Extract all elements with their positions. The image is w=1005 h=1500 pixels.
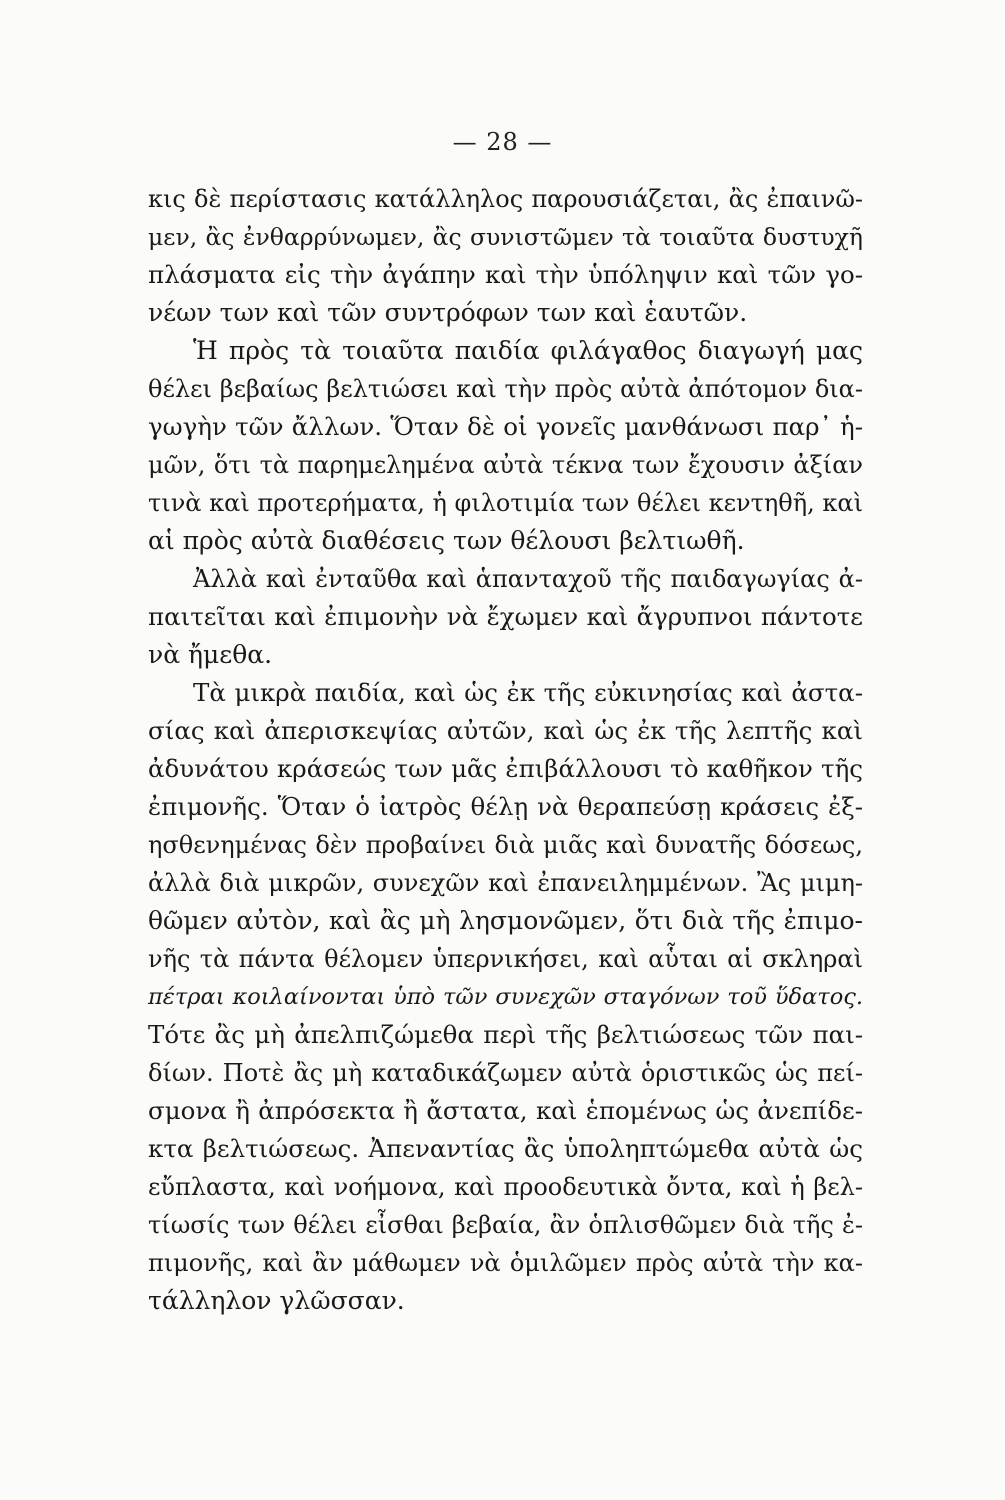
text-line: νὰ ἤμεθα. [148,640,273,669]
text-line: παιτεῖται καὶ ἐπιμονὴν νὰ ἔχωμεν καὶ ἄγρυπνοι πάντοτε [148,602,863,631]
text-line: τίωσίς των θέλει εἶσθαι βεβαία, ἂν ὁπλισθῶμεν διὰ τῆς ἐ- [148,1211,863,1239]
text-line: σμονα ἢ ἀπρόσεκτα ἢ ἄστατα, καὶ ἑπομένως ὡς ἀνεπίδε- [148,1096,863,1125]
text-line: τάλληλον γλῶσσαν. [148,1286,405,1315]
text-line: πλάσματα εἰς τὴν ἀγάπην καὶ τὴν ὑπόληψιν καὶ τῶν γο- [148,260,863,289]
text-line: μεν, ἂς ἐνθαρρύνωμεν, ἂς συνιστῶμεν τὰ τοιαῦτα δυστυχῆ [148,223,863,251]
text-line: ἀδυνάτου κράσεώς των μᾶς ἐπιβάλλουσι τὸ καθῆκον τῆς [148,754,863,783]
text-line: θῶμεν αὐτὸν, καὶ ἂς μὴ λησμονῶμεν, ὅτι διὰ τῆς ἐπιμο- [148,906,863,935]
text-line: Τότε ἂς μὴ ἀπελπιζώμεθα περὶ τῆς βελτιώσεως τῶν παι- [148,1020,863,1049]
text-line: ησθενημένας δὲν προβαίνει διὰ μιᾶς καὶ δυνατῆς δόσεως, [148,831,863,859]
text-line: Ἡ πρὸς τὰ τοιαῦτα παιδία φιλάγαθος διαγωγή μας [193,336,863,365]
text-line: θέλει βεβαίως βελτιώσει καὶ τὴν πρὸς αὐτὰ ἀπότομον δια- [148,375,863,403]
text-line: Ἀλλὰ καὶ ἐνταῦθα καὶ ἁπανταχοῦ τῆς παιδαγωγίας ἀ- [193,565,863,593]
text-line: εὔπλαστα, καὶ νοήμονα, καὶ προοδευτικὰ ὄντα, καὶ ἡ βελ- [148,1173,863,1201]
text-line: δίων. Ποτὲ ἂς μὴ καταδικάζωμεν αὐτὰ ὁριστικῶς ὡς πεί- [148,1059,863,1087]
text-line: κις δὲ περίστασις κατάλληλος παρουσιάζεται, ἂς ἐπαινῶ- [148,185,863,213]
text-line: κτα βελτιώσεως. Ἀπεναντίας ἂς ὑποληπτώμεθα αὐτὰ ὡς [148,1134,863,1163]
text-line: αἱ πρὸς αὐτὰ διαθέσεις των θέλουσι βελτιωθῆ. [148,526,745,555]
text-line: νέων των καὶ τῶν συντρόφων των καὶ ἑαυτῶν. [148,298,748,327]
text-line: μῶν, ὅτι τὰ παρημελημένα αὐτὰ τέκνα των ἔχουσιν ἀξίαν [148,451,863,479]
body-text [148,180,863,1320]
text-line: νῆς τὰ πάντα θέλομεν ὑπερνικήσει, καὶ αὗται αἱ σκληραὶ [148,945,863,973]
text-line: ἀλλὰ διὰ μικρῶν, συνεχῶν καὶ ἐπανειλημμένων. Ἂς μιμη- [148,869,863,897]
text-line: πιμονῆς, καὶ ἂν μάθωμεν νὰ ὁμιλῶμεν πρὸς αὐτὰ τὴν κα- [148,1249,863,1277]
text-line: Τὰ μικρὰ παιδία, καὶ ὡς ἐκ τῆς εὐκινησίας καὶ ἀστα- [193,678,863,707]
page-number: — 28 — [452,128,553,156]
text-line: σίας καὶ ἀπερισκεψίας αὐτῶν, καὶ ὡς ἐκ τῆς λεπτῆς καὶ [148,716,863,745]
text-line: τινὰ καὶ προτερήματα, ἡ φιλοτιμία των θέλει κεντηθῆ, καὶ [148,489,863,517]
text-line: πέτραι κοιλαίνονται ὑπὸ τῶν συνεχῶν σταγόνων τοῦ ὕδατος. [148,984,863,1010]
text-line: γωγὴν τῶν ἄλλων. Ὅταν δὲ οἱ γονεῖς μανθάνωσι παρ᾽ ἡ- [148,412,863,441]
text-line: ἐπιμονῆς. Ὅταν ὁ ἰατρὸς θέλῃ νὰ θεραπεύσῃ κράσεις ἐξ- [148,792,863,821]
